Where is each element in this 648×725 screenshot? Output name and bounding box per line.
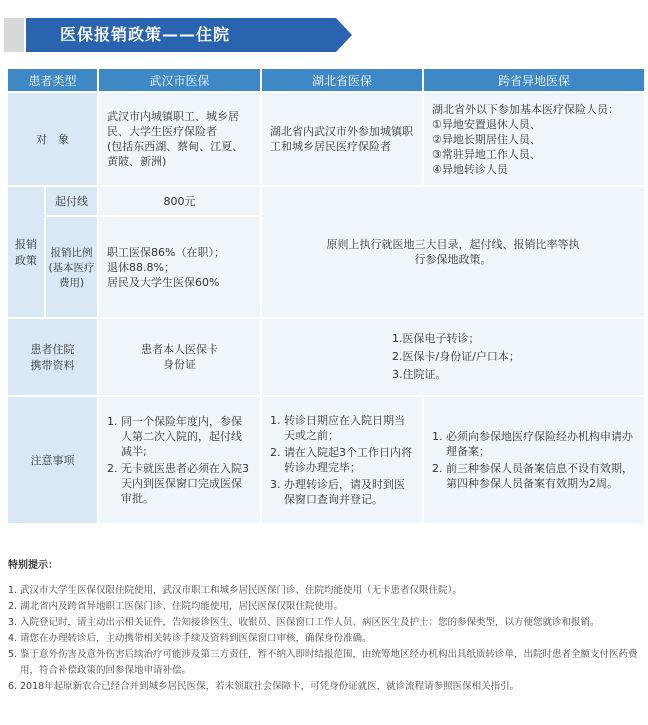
table-header-row [7,68,645,92]
target-cross-item: ③常驻异地工作人员、 [432,147,541,161]
materials-wuhan: 患者本人医保卡 身份证 [98,318,261,396]
section-title-banner [4,18,352,52]
target-cross-item: ①异地安置退休人员、 [432,117,541,131]
list-item: 2. 前三种参保人员备案信息不设有效期，第四种参保人员备案有效期为2周。 [432,462,634,490]
row-target [7,92,645,186]
list-item: 1. 必须向参保地医疗保险经办机构申请办理备案； [432,430,634,458]
materials-other: 1.医保电子转诊； 2.医保卡/身份证/户口本； 3.住院证。 [261,318,645,396]
row-notes [7,396,645,524]
header-cross-province: 跨省异地医保 [423,68,645,92]
reimburse-other: 原则上执行就医地三大目录，起付线、报销比率等执行参保地政策。 [261,186,645,318]
target-cross-intro: 湖北省外以下参加基本医疗保险人员： [432,102,620,116]
deductible-value: 800元 [98,186,261,216]
tip-item: 1. 武汉市大学生医保仅限住院使用，武汉市职工和城乡居民医保门诊、住院均能使用（无卡患者仅限住院）。 [8,585,462,596]
label-reimburse-policy: 报销政策 [7,186,45,318]
target-hubei: 湖北省内武汉市外参加城镇职工和城乡居民医疗保险者 [261,92,423,186]
ratio-value: 职工医保86%（在职）； 退休88.8%； 居民及大学生医保60% [98,216,261,318]
target-cross-item: ④异地转诊人员 [432,162,508,176]
header-wuhan: 武汉市医保 [98,68,261,92]
notes-hubei [261,396,423,524]
target-cross [423,92,645,186]
page-title: 医保报销政策——住院 [60,25,231,44]
tip-item: 5. 鉴于意外伤害及意外伤害后续治疗可能涉及第三方责任，暂不纳入即时结报范围，由统筹地区经办机构出具纸质转诊单，出院时患者全额支付医药费用，符合补偿政策的回参保地申请补偿。 [8,649,638,676]
list-item: 3. 办理转诊后，请及时到医保窗口查询并登记。 [270,478,406,506]
list-item: 2. 无卡就医患者必须在入院3天内到医保窗口完成医保审批。 [107,462,250,505]
label-ratio: 报销比例 (基本医疗费用) [45,216,98,318]
target-wuhan: 武汉市内城镇职工、城乡居民、大学生医疗保险者 (包括东西湖、蔡甸、江夏、黄陂、新洲) [98,92,261,186]
notes-cross [423,396,645,524]
special-tips [8,556,640,695]
header-hubei: 湖北省医保 [261,68,423,92]
policy-table [6,67,646,525]
tips-title: 特别提示： [8,560,58,571]
list-item: 1. 转诊日期应在入院日期当天或之前； [270,414,406,442]
target-cross-item: ②异地长期居住人员、 [432,132,541,146]
header-patient-type: 患者类型 [7,68,98,92]
list-item: 1. 同一个保险年度内，参保人第二次入院的，起付线减半; [107,415,243,458]
label-materials: 患者住院 携带资料 [7,318,98,396]
tip-item: 6. 2018年起原新农合已经合并到城乡居民医保，若未领取社会保障卡，可凭身份证就医，就诊流程请参照医保相关指引。 [8,681,520,692]
label-target: 对 象 [7,92,98,186]
row-deductible [7,186,645,216]
list-item: 2. 请在入院起3个工作日内将转诊办理完毕； [270,446,413,474]
tip-item: 3. 入院登记时，请主动出示相关证件，告知接诊医生、收银员、医保窗口工作人员、病区医生及护士：您的参保类型，以方便您就诊和报销。 [8,617,600,628]
banner-stub [4,18,24,52]
tip-item: 2. 湖北省内及跨省异地职工医保门诊、住院均能使用，居民医保仅限住院使用。 [8,601,344,612]
row-materials [7,318,645,396]
tip-item: 4. 请您在办理转诊后，主动携带相关转诊手续及资料到医保窗口审核，确保身份准确。 [8,633,372,644]
label-deductible: 起付线 [45,186,98,216]
label-notes: 注意事项 [7,396,98,524]
notes-wuhan [98,396,261,524]
